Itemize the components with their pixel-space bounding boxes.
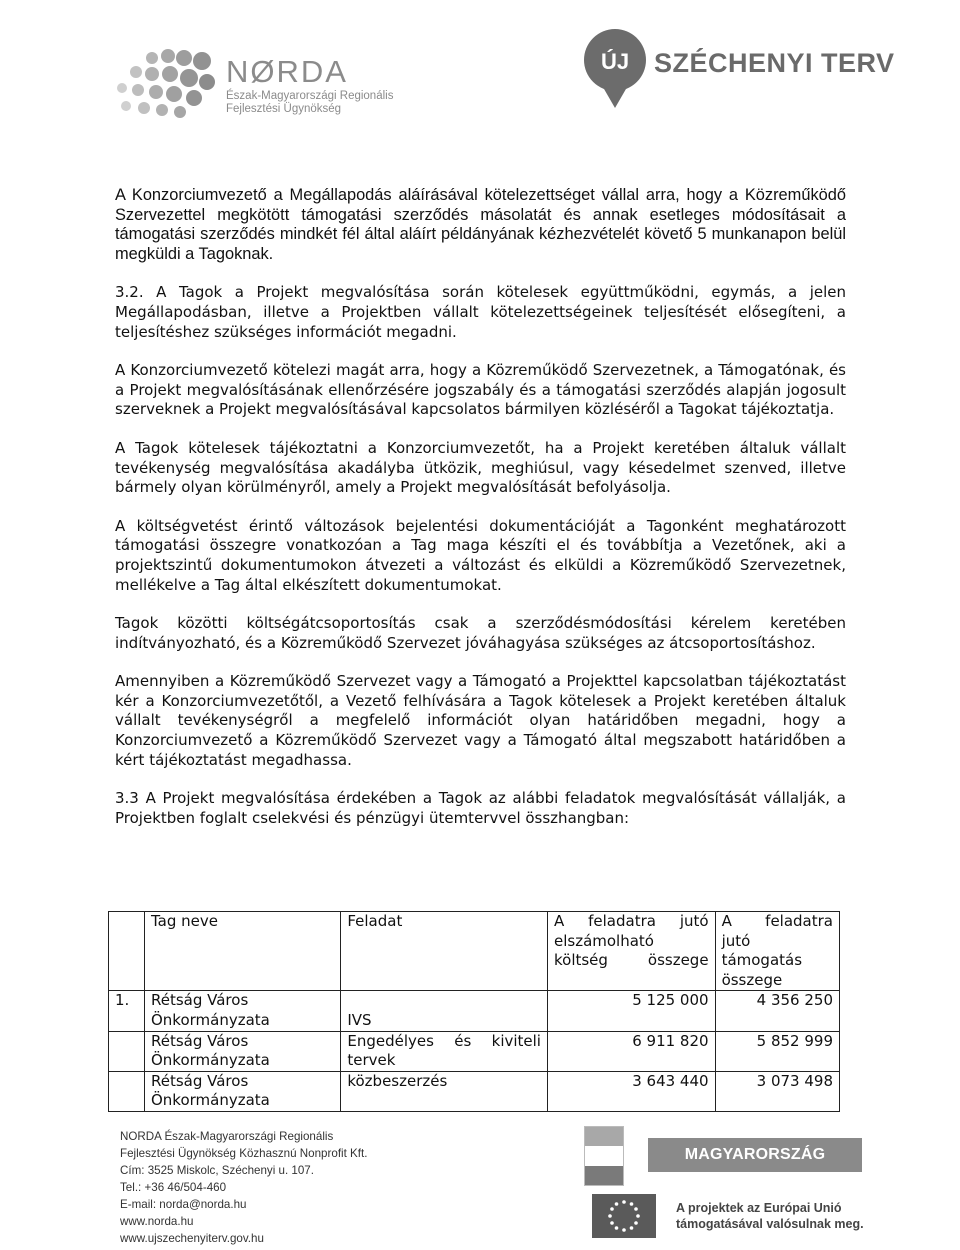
support-amount: 5 852 999: [715, 1031, 839, 1071]
table-row: [109, 1031, 840, 1071]
paragraph-3-2: 3.2. A Tagok a Projekt megvalósítása során kötelesek együttműködni, egymás, a jelen Megállapodásban, illetve a Projektben vállalt kötelezettségeinek teljesítését elősegíteni, a teljesítéshez szükséges információt megadni.: [115, 283, 846, 341]
eu-funding-note: [676, 1200, 864, 1232]
footer-org-2: Fejlesztési Ügynökség Közhasznú Nonprofit Kft.: [120, 1147, 368, 1160]
task-name: közbeszerzés: [341, 1071, 548, 1111]
support-amount: 3 073 498: [715, 1071, 839, 1111]
szechenyi-terv-logo: [582, 28, 902, 110]
paragraph-1: A Konzorciumvezető a Megállapodás aláírásával kötelezettséget vállal arra, hogy a Közreműködő Szervezettel megkötött támogatási szerződés másolatát és annak esetleges módosításait a támogatási szerződés mindkét fél által aláírt példányának kézhezvételét követő 5 munkanapon belül megküldi a Tagoknak.: [115, 186, 846, 263]
eu-funding-line-2: támogatásával valósulnak meg.: [676, 1217, 864, 1231]
footer-address: Cím: 3525 Miskolc, Széchenyi u. 107.: [120, 1164, 314, 1177]
member-name: Rétság Város Önkormányzata: [144, 991, 340, 1031]
szt-uj-label: ÚJ: [600, 49, 630, 74]
footer-web-norda[interactable]: www.norda.hu: [120, 1215, 194, 1228]
footer-web-szt[interactable]: www.ujszechenyiterv.gov.hu: [120, 1232, 264, 1245]
header-number-cell: [109, 912, 145, 991]
row-number: 1.: [109, 991, 145, 1031]
map-pin-icon: [582, 28, 652, 110]
header-cost-cell: A feladatra jutó elszámolható költség összege: [547, 912, 715, 991]
document-body: [115, 186, 846, 847]
task-name: IVS: [341, 991, 548, 1031]
paragraph-7: Amennyiben a Közreműködő Szervezet vagy a Támogató a Projekttel kapcsolatban tájékoztatást kér a Konzorciumvezetőtől, a Vezető felhívására a Tagok kötelesek a Projekt keretében általuk vállalt tevékenységről a megfelelő információt olyan határidőben megadni, hogy a Konzorciumvezető a Közreműködő Szervezet vagy a Támogató által megszabott határidőben a kért tájékoztatást megadhassa.: [115, 672, 846, 769]
row-number: [109, 1071, 145, 1111]
paragraph-3: A Konzorciumvezető kötelezi magát arra, hogy a Közreműködő Szervezetnek, a Támogatónak, és a Projekt megvalósításának ellenőrzésére jogszabály és a támogatási szerződés alapján jogosult szerveknek a Projekt megvalósításával kapcsolatos bármilyen közléséről a Tagokat tájékoztatja.: [115, 361, 846, 419]
footer-tel: Tel.: +36 46/504-460: [120, 1181, 227, 1194]
task-name: Engedélyes és kiviteli tervek: [341, 1031, 548, 1071]
norda-subtitle-1: Észak-Magyarországi Regionális: [226, 90, 394, 102]
eu-flag-icon: [592, 1194, 656, 1238]
header-name-cell: Tag neve: [144, 912, 340, 991]
hungarian-flag-icon: [584, 1126, 624, 1186]
eligible-cost: 6 911 820: [547, 1031, 715, 1071]
table-row: [109, 991, 840, 1031]
row-number: [109, 1031, 145, 1071]
paragraph-3-3: 3.3 A Projekt megvalósítása érdekében a Tagok az alábbi feladatok megvalósítását vállalják, a Projektben foglalt cselekvési és pénzügyi ütemtervvel összhangban:: [115, 789, 846, 827]
paragraph-6: Tagok közötti költségátcsoportosítás csak a szerződésmódosítási kérelem keretében indítványozható, és a Közreműködő Szervezet jóváhagyása szükséges az átcsoportosításhoz.: [115, 614, 846, 652]
paragraph-4: A Tagok kötelesek tájékoztatni a Konzorciumvezetőt, ha a Projekt keretében általuk vállalt tevékenység megvalósítása akadályba ütközik, meghiúsul, vagy késedelmet szenved, illetve bármely olyan körülményről, amely a Projekt megvalósítását befolyásolja.: [115, 438, 846, 497]
eu-funding-line-1: A projektek az Európai Unió: [676, 1201, 842, 1215]
member-name: Rétság Város Önkormányzata: [144, 1071, 340, 1111]
norda-logo: [112, 48, 412, 120]
table-header-row: [109, 912, 840, 991]
member-name: Rétság Város Önkormányzata: [144, 1031, 340, 1071]
eligible-cost: 3 643 440: [547, 1071, 715, 1111]
header-task-cell: Feladat: [341, 912, 548, 991]
support-amount: 4 356 250: [715, 991, 839, 1031]
norda-subtitle-2: Fejlesztési Ügynökség: [226, 103, 342, 115]
paragraph-5: A költségvetést érintő változások bejelentési dokumentációját a Tagonként meghatározott támogatási összegre vonatkozóan a Tag maga készíti el és továbbítja a Vezetőnek, aki a projektszintű dokumentumokon átvezeti a változást és elküldi a Közreműködő Szervezetnek, mellékelve a Tag által elkészített dokumentumokat.: [115, 516, 846, 594]
norda-dots-icon: [112, 48, 222, 120]
table-row: [109, 1071, 840, 1111]
eligible-cost: 5 125 000: [547, 991, 715, 1031]
header-support-cell: A feladatra jutó támogatás összege: [715, 912, 839, 991]
szechenyi-terv-title: SZÉCHENYI TERV: [654, 48, 895, 78]
footer-org: NORDA Észak-Magyarországi Regionális: [120, 1130, 334, 1143]
magyarorszag-megujul-banner: MAGYARORSZÁG MEGÚJUL: [648, 1138, 862, 1172]
footer-email[interactable]: E-mail: norda@norda.hu: [120, 1198, 247, 1211]
footer-address-block: [120, 1128, 450, 1247]
norda-wordmark: NØRDA: [226, 54, 348, 89]
tasks-table: [108, 911, 840, 1112]
